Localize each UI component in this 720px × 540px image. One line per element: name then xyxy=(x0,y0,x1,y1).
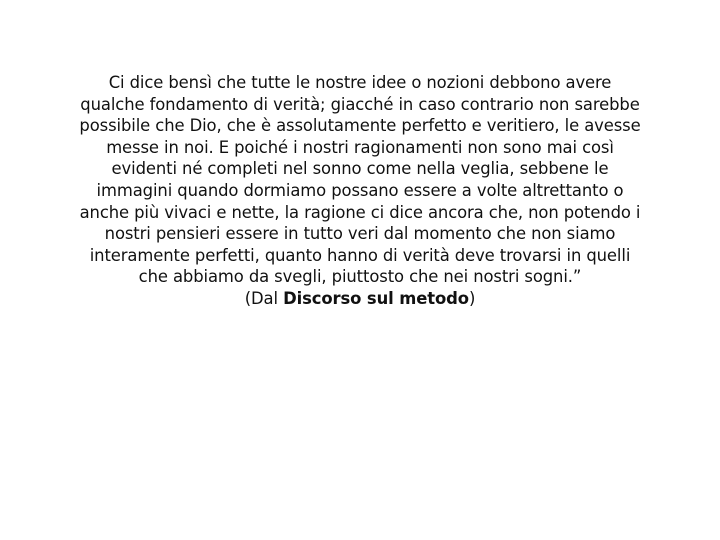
quote-line-6: immagini quando dormiamo possano essere a volte altrettanto o xyxy=(96,180,624,200)
quote-line-10: che abbiamo da svegli, piuttosto che nei nostri sogni.” xyxy=(138,267,582,287)
quote-line-8: nostri pensieri essere in tutto veri dal momento che non siamo xyxy=(104,224,616,244)
quote-line-2: qualche fondamento di verità; giacché in caso contrario non sarebbe xyxy=(80,94,640,114)
quote-line-9: interamente perfetti, quanto hanno di verità deve trovarsi in quelli xyxy=(89,245,631,265)
quote-line-3: possibile che Dio, che è assolutamente perfetto e veritiero, le avesse xyxy=(79,116,641,136)
quote-text-block xyxy=(50,72,670,310)
quote-line-1: Ci dice bensì che tutte le nostre idee o nozioni debbono avere xyxy=(108,73,612,92)
quote-line-4: messe in noi. E poiché i nostri ragionamenti non sono mai così xyxy=(106,137,614,157)
source-suffix: ) xyxy=(468,288,476,308)
quote-line-5: evidenti né completi nel sonno come nella veglia, sebbene le xyxy=(111,159,609,179)
source-title: Discorso sul metodo xyxy=(283,288,469,308)
source-citation xyxy=(50,288,670,310)
quote-line-7: anche più vivaci e nette, la ragione ci dice ancora che, non potendo i xyxy=(79,202,641,222)
source-prefix: (Dal xyxy=(244,288,284,308)
